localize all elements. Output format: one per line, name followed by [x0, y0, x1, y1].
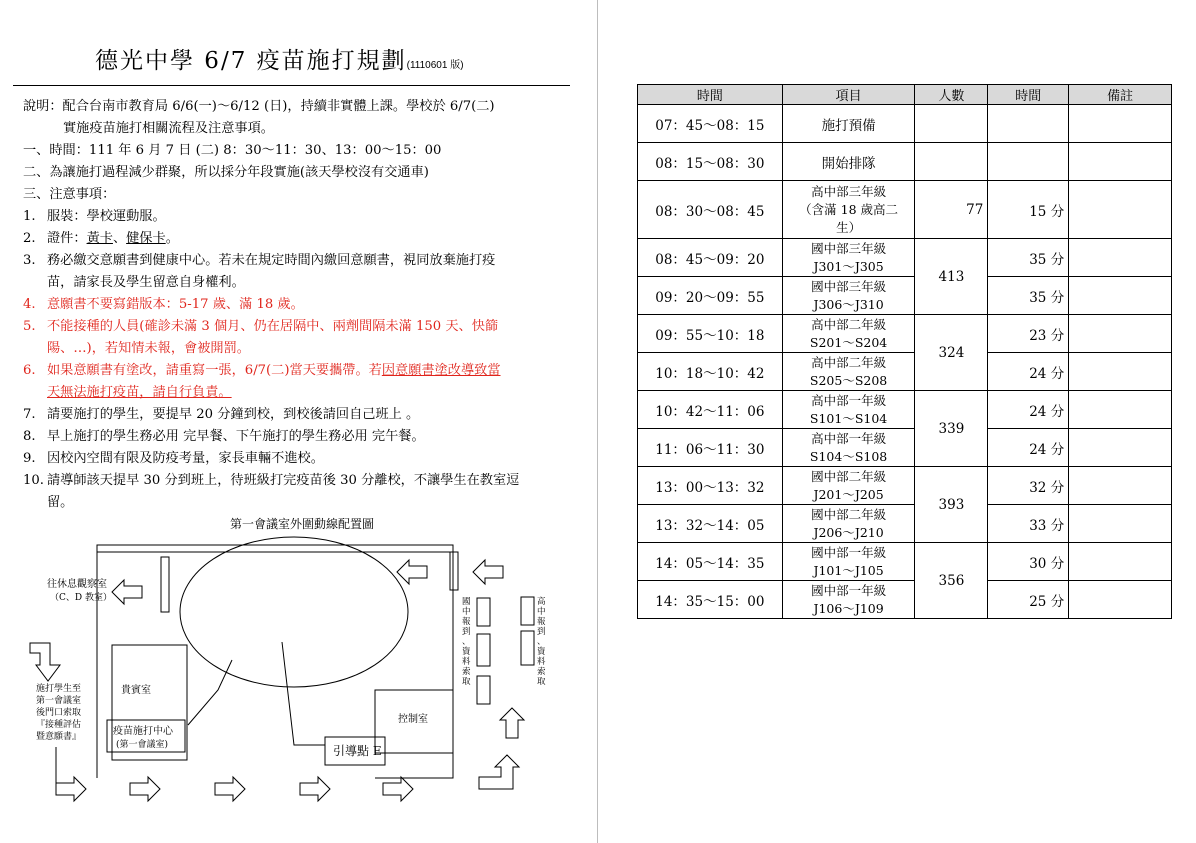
schedule-table	[637, 84, 1172, 619]
cell-remarks	[1069, 505, 1172, 543]
door	[450, 552, 458, 590]
cell-remarks	[1069, 143, 1172, 181]
cell-item: 高中部三年級 （含滿 18 歲高二 生）	[782, 181, 915, 239]
header-time: 時間	[638, 85, 783, 105]
svg-text:、: 、	[462, 637, 471, 647]
note-item: 9. 因校內空間有限及防疫考量，家長車輛不進校。	[23, 451, 324, 466]
diagram-title: 第一會議室外圍動線配置圖	[230, 517, 375, 531]
note-item: 5. 不能接種的人員(確診未滿 3 個月、仍在居隔中、兩劑間隔未滿 150 天、快篩	[23, 319, 499, 334]
page-title: 德光中學 6/7 疫苗施打規劃(1110601 版)	[95, 48, 464, 74]
cell-remarks	[1069, 105, 1172, 143]
section-batches: 二、為讓施打過程減少群聚，所以採分年段實施(該天學校沒有交通車)	[23, 165, 429, 180]
note-item: 3. 務必繳交意願書到健康中心。若未在規定時間內繳回意願書，視同放棄施打疫	[23, 253, 496, 268]
cell-time: 09：55～10：18	[638, 315, 783, 353]
cell-duration	[988, 105, 1069, 143]
report-box	[521, 631, 534, 665]
cell-time: 08：45～09：20	[638, 239, 783, 277]
cell-remarks	[1069, 239, 1172, 277]
notice-body	[23, 96, 563, 514]
svg-text:資: 資	[462, 647, 471, 657]
cell-item: 高中部二年級 S201～S204	[782, 315, 915, 353]
header-item: 項目	[782, 85, 915, 105]
header-remarks: 備註	[1069, 85, 1172, 105]
cell-remarks	[1069, 581, 1172, 619]
svg-text:取: 取	[462, 677, 471, 687]
svg-text:報: 報	[462, 617, 471, 627]
cell-remarks	[1069, 315, 1172, 353]
cell-count: 324	[915, 315, 988, 391]
cell-time: 14：35～15：00	[638, 581, 783, 619]
svg-text:到: 到	[537, 627, 546, 637]
cell-item: 國中部二年級 J206～J210	[782, 505, 915, 543]
cell-duration: 24 分	[988, 429, 1069, 467]
svg-text:到: 到	[462, 627, 471, 637]
table-row	[638, 239, 1172, 277]
cell-count: 413	[915, 239, 988, 315]
cell-duration: 15 分	[988, 181, 1069, 239]
note-item-cont: 陽、…)，若知情未報，會被開罰。	[47, 341, 250, 356]
junior-report-label	[462, 597, 471, 687]
table-row	[638, 505, 1172, 543]
svg-text:中: 中	[537, 607, 546, 617]
arrow-right-icon	[56, 747, 86, 801]
arrow-right-icon	[300, 777, 330, 801]
cell-item: 開始排隊	[782, 143, 915, 181]
title-rule	[13, 85, 570, 86]
guide-point-label: 引導點 E	[333, 744, 382, 758]
arrow-right-icon	[383, 777, 413, 801]
cell-item: 國中部一年級 J101～J105	[782, 543, 915, 581]
senior-report-label	[537, 596, 546, 687]
cell-duration: 35 分	[988, 277, 1069, 315]
cell-remarks	[1069, 353, 1172, 391]
table-header-row	[638, 85, 1172, 105]
flow-line	[282, 642, 325, 745]
cell-time: 13：32～14：05	[638, 505, 783, 543]
cell-remarks	[1069, 429, 1172, 467]
svg-text:料: 料	[462, 657, 471, 667]
rest-room-sub-label: （C、D 教室）	[50, 593, 112, 603]
cell-item: 高中部一年級 S104～S108	[782, 429, 915, 467]
cell-count: 77	[915, 181, 988, 239]
students-note-line: 施打學生至	[36, 684, 82, 694]
svg-text:報: 報	[537, 617, 546, 627]
center-label: 疫苗施打中心	[113, 726, 173, 737]
students-note-line: 後門口索取	[36, 708, 82, 718]
svg-text:高: 高	[537, 597, 546, 607]
cell-duration: 33 分	[988, 505, 1069, 543]
report-box	[477, 676, 490, 704]
cell-duration: 35 分	[988, 239, 1069, 277]
cell-remarks	[1069, 277, 1172, 315]
cell-duration: 23 分	[988, 315, 1069, 353]
control-room-label: 控制室	[398, 714, 428, 725]
cell-count: 393	[915, 467, 988, 543]
cell-time: 10：18～10：42	[638, 353, 783, 391]
cell-item: 高中部二年級 S205～S208	[782, 353, 915, 391]
svg-text:、: 、	[537, 637, 546, 647]
cell-remarks	[1069, 467, 1172, 505]
cell-time: 13：00～13：32	[638, 467, 783, 505]
note-item-cont: 留。	[47, 495, 74, 510]
students-note-line: 第一會議室	[36, 696, 82, 706]
report-box	[521, 597, 534, 625]
cell-duration: 30 分	[988, 543, 1069, 581]
section-notes-heading: 三、注意事項：	[23, 187, 116, 202]
intro-line: 實施疫苗施打相關流程及注意事項。	[63, 121, 274, 136]
cell-duration: 24 分	[988, 353, 1069, 391]
svg-text:資: 資	[537, 647, 546, 657]
cell-time: 14：05～14：35	[638, 543, 783, 581]
table-row	[638, 391, 1172, 429]
note-item: 6. 如果意願書有塗改，請重寫一張，6/7(二)當天要攜帶。若因意願書塗改導致當	[23, 363, 501, 378]
cell-time: 07：45～08：15	[638, 105, 783, 143]
cell-count	[915, 143, 988, 181]
table-row	[638, 143, 1172, 181]
arrow-bend-icon	[30, 643, 60, 681]
cell-time: 11：06～11：30	[638, 429, 783, 467]
svg-text:取: 取	[537, 677, 546, 687]
page-divider	[597, 0, 598, 843]
students-note-line: 『接種評估	[36, 720, 82, 730]
note-item: 4. 意願書不要寫錯版本：5-17 歲、滿 18 歲。	[23, 297, 304, 312]
cell-time: 10：42～11：06	[638, 391, 783, 429]
corridor-top	[97, 545, 453, 552]
note-item: 8. 早上施打的學生務必用 完早餐、下午施打的學生務必用 完午餐。	[23, 429, 425, 444]
arrow-right-icon	[215, 777, 245, 801]
door	[161, 557, 169, 612]
cell-count: 339	[915, 391, 988, 467]
header-count: 人數	[915, 85, 988, 105]
table-row	[638, 429, 1172, 467]
cell-remarks	[1069, 543, 1172, 581]
version-label: (1110601 版)	[406, 60, 464, 71]
svg-text:索: 索	[462, 667, 471, 677]
cell-item: 國中部二年級 J201～J205	[782, 467, 915, 505]
flow-line	[188, 660, 232, 725]
flow-diagram	[0, 530, 596, 843]
svg-text:索: 索	[537, 667, 546, 677]
cell-time: 08：30～08：45	[638, 181, 783, 239]
note-item: 2. 證件：黃卡、健保卡。	[23, 231, 179, 246]
table-row	[638, 353, 1172, 391]
note-item: 7. 請要施打的學生，要提早 20 分鐘到校，到校後請回自己班上 。	[23, 407, 420, 422]
note-item-cont: 苗，請家長及學生留意自身權利。	[47, 275, 245, 290]
header-duration: 時間	[988, 85, 1069, 105]
table-row	[638, 315, 1172, 353]
cell-remarks	[1069, 391, 1172, 429]
cell-remarks	[1069, 181, 1172, 239]
cell-duration: 25 分	[988, 581, 1069, 619]
hall-ellipse	[180, 537, 408, 687]
arrow-left-icon	[473, 560, 503, 584]
section-time: 一、時間：111 年 6 月 7 日 (二) 8：30～11：30、13：00～15：00	[23, 143, 442, 158]
reception-label: 貴賓室	[121, 685, 151, 696]
svg-text:國: 國	[462, 597, 471, 607]
note-item: 1. 服裝：學校運動服。	[23, 209, 166, 224]
students-note-line: 暨意願書』	[36, 732, 82, 742]
table-row	[638, 581, 1172, 619]
cell-duration	[988, 143, 1069, 181]
rest-room-label: 往休息觀察室	[47, 579, 107, 590]
cell-item: 高中部一年級 S101～S104	[782, 391, 915, 429]
table-row	[638, 277, 1172, 315]
arrow-right-icon	[130, 777, 160, 801]
arrow-left-icon	[112, 580, 142, 604]
table-row	[638, 467, 1172, 505]
note-item: 10. 請導師該天提早 30 分到班上，待班級打完疫苗後 30 分離校，不讓學生在教室逗	[23, 473, 520, 488]
report-box	[477, 598, 490, 626]
table-row	[638, 105, 1172, 143]
arrow-left-icon	[397, 560, 427, 584]
cell-duration: 24 分	[988, 391, 1069, 429]
cell-item: 施打預備	[782, 105, 915, 143]
arrow-up-icon	[500, 708, 524, 738]
cell-item: 國中部三年級 J301～J305	[782, 239, 915, 277]
note-item-cont: 天無法施打疫苗，請自行負責。	[47, 385, 232, 400]
cell-duration: 32 分	[988, 467, 1069, 505]
arrow-bend-up-icon	[479, 755, 519, 789]
report-box	[477, 634, 490, 666]
cell-count: 356	[915, 543, 988, 619]
table-row	[638, 543, 1172, 581]
intro-line: 說明：配合台南市教育局 6/6(一)～6/12 (日)，持續非實體上課。學校於 6/7(二)	[23, 99, 495, 114]
svg-text:料: 料	[537, 657, 546, 667]
cell-time: 09：20～09：55	[638, 277, 783, 315]
table-row	[638, 181, 1172, 239]
center-sub-label: (第一會議室)	[116, 740, 169, 750]
cell-item: 國中部一年級 J106～J109	[782, 581, 915, 619]
cell-time: 08：15～08：30	[638, 143, 783, 181]
svg-text:中: 中	[462, 607, 471, 617]
cell-item: 國中部三年級 J306～J310	[782, 277, 915, 315]
cell-count	[915, 105, 988, 143]
